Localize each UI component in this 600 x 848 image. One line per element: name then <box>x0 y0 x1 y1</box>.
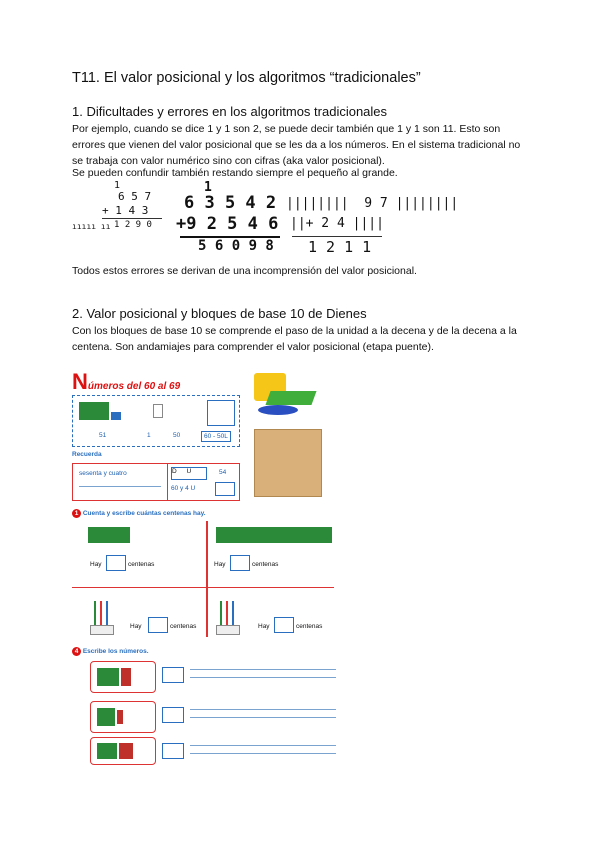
writing-line-3a <box>190 745 336 746</box>
exercise1-divider-h <box>72 587 334 588</box>
ten-bar-outline-icon <box>153 404 163 418</box>
table-number: 54 <box>219 469 227 476</box>
number-card-3 <box>90 737 156 765</box>
section1-paragraph2: Se pueden confundir también restando siempre el pequeño al grande. <box>72 167 398 179</box>
section1-conclusion: Todos estos errores se derivan de una incomprensión del valor posicional. <box>72 265 417 277</box>
table-answer-box <box>215 482 235 496</box>
section1-heading: 1. Dificultades y errores en los algoritmos tradicionales <box>72 104 388 119</box>
centenas-label-1: centenas <box>128 561 155 568</box>
row1-value-b: 1 <box>147 432 151 439</box>
du-box <box>171 467 207 480</box>
exercise1-number: 1 <box>72 509 81 518</box>
sum1-tally: ııııı ıı <box>72 222 111 231</box>
hay-label-3: Hay <box>130 623 142 630</box>
table-line <box>79 486 161 487</box>
table-divider <box>167 464 168 500</box>
green-plate-icon <box>265 391 316 405</box>
sum3-line <box>292 236 382 237</box>
abacus-right-icon <box>216 601 238 635</box>
answer-box-4[interactable] <box>274 617 294 633</box>
row1-value-c: 50 <box>173 432 181 439</box>
section1-paragraph: Por ejemplo, cuando se dice 1 y 1 son 2, se puede decir también que 1 y 1 son 11. Esto son errores que vienen del valor posicional que se les da a los números. En el sistema tradicional no se trabaja con valor numérico sino con cifras (aka valor posicional). <box>72 123 521 167</box>
dienes-panel-icon <box>207 400 235 426</box>
exercise1-instruction: Cuenta y escribe cuántas centenas hay. <box>82 510 206 517</box>
hay-label-2: Hay <box>214 561 226 568</box>
exercise2-instruction: Escribe los números. <box>82 648 149 655</box>
centenas-label-2: centenas <box>252 561 279 568</box>
abacus-left-icon <box>90 601 112 635</box>
writing-line-3b <box>190 753 336 754</box>
number-answer-box-3[interactable] <box>162 743 184 759</box>
exercise2-header <box>72 647 149 656</box>
section2-heading: 2. Valor posicional y bloques de base 10 de Dienes <box>72 306 367 321</box>
number-answer-box-1[interactable] <box>162 667 184 683</box>
recuerda-table <box>72 463 240 501</box>
blocks-row-box <box>72 395 240 447</box>
blue-cubes-icon <box>258 405 298 415</box>
page-title: T11. El valor posicional y los algoritmos “tradicionales” <box>72 70 421 86</box>
sum2-bottom: +9 2 5 4 6 <box>176 214 279 234</box>
wooden-blocks-icon <box>254 429 322 497</box>
row1-value-a: 51 <box>99 432 107 439</box>
sum2-result: 5 6 0 9 8 <box>198 238 274 254</box>
centenas-label-3: centenas <box>170 623 197 630</box>
sum3-top: |||||||| 9 7 |||||||| <box>286 196 459 211</box>
section2-paragraph: Con los bloques de base 10 se comprende el paso de la unidad a la decena y de la decena a la centena. Son andamiajes para comprender el valor posicional (etapa puente). <box>72 325 517 353</box>
answer-box-2[interactable] <box>230 555 250 571</box>
number-card-2 <box>90 701 156 733</box>
row1-value-d: 60 - 50L <box>201 431 231 442</box>
handwritten-examples <box>72 180 542 260</box>
table-sum: 60 y 4 U <box>171 485 196 492</box>
recuerda-label: Recuerda <box>72 451 102 458</box>
sum1-line <box>102 218 162 219</box>
sum1-top: 6 5 7 <box>118 190 152 203</box>
writing-line-2a <box>190 709 336 710</box>
number-card-1 <box>90 661 156 693</box>
writing-line-2b <box>190 717 336 718</box>
answer-box-3[interactable] <box>148 617 168 633</box>
unit-cubes-icon <box>111 412 121 420</box>
worksheet-image <box>68 365 340 765</box>
sum2-top: 6 3 5 4 2 <box>184 193 277 213</box>
centenas-label-4: centenas <box>296 623 323 630</box>
answer-box-1[interactable] <box>106 555 126 571</box>
number-answer-box-2[interactable] <box>162 707 184 723</box>
sum1-carry: 1 <box>114 180 121 191</box>
exercise1-header <box>72 509 206 518</box>
writing-line-1a <box>190 669 336 670</box>
sum3-bottom: ||+ 2 4 |||| <box>290 216 384 231</box>
table-words: sesenta y cuatro <box>79 470 127 477</box>
writing-line-1b <box>190 677 336 678</box>
hay-label-4: Hay <box>258 623 270 630</box>
exercise1-divider-v <box>206 521 208 637</box>
hay-label-1: Hay <box>90 561 102 568</box>
worksheet-title <box>72 369 180 395</box>
sum3-result: 1 2 1 1 <box>308 238 372 256</box>
sum1-result: 1 2 9 0 <box>114 220 152 230</box>
hundreds-left-icon <box>88 527 130 543</box>
worksheet-title-rest: úmeros del 60 al 69 <box>87 381 181 392</box>
table-u: U <box>186 468 192 475</box>
sum2-carry: 1 <box>204 180 212 195</box>
sum1-bottom: + 1 4 3 <box>102 204 149 217</box>
worksheet-title-initial: N <box>72 369 88 394</box>
table-d: D <box>172 468 177 475</box>
hundreds-right-icon <box>216 527 332 543</box>
ten-bars-icon <box>79 402 109 420</box>
exercise2-number: 4 <box>72 647 81 656</box>
